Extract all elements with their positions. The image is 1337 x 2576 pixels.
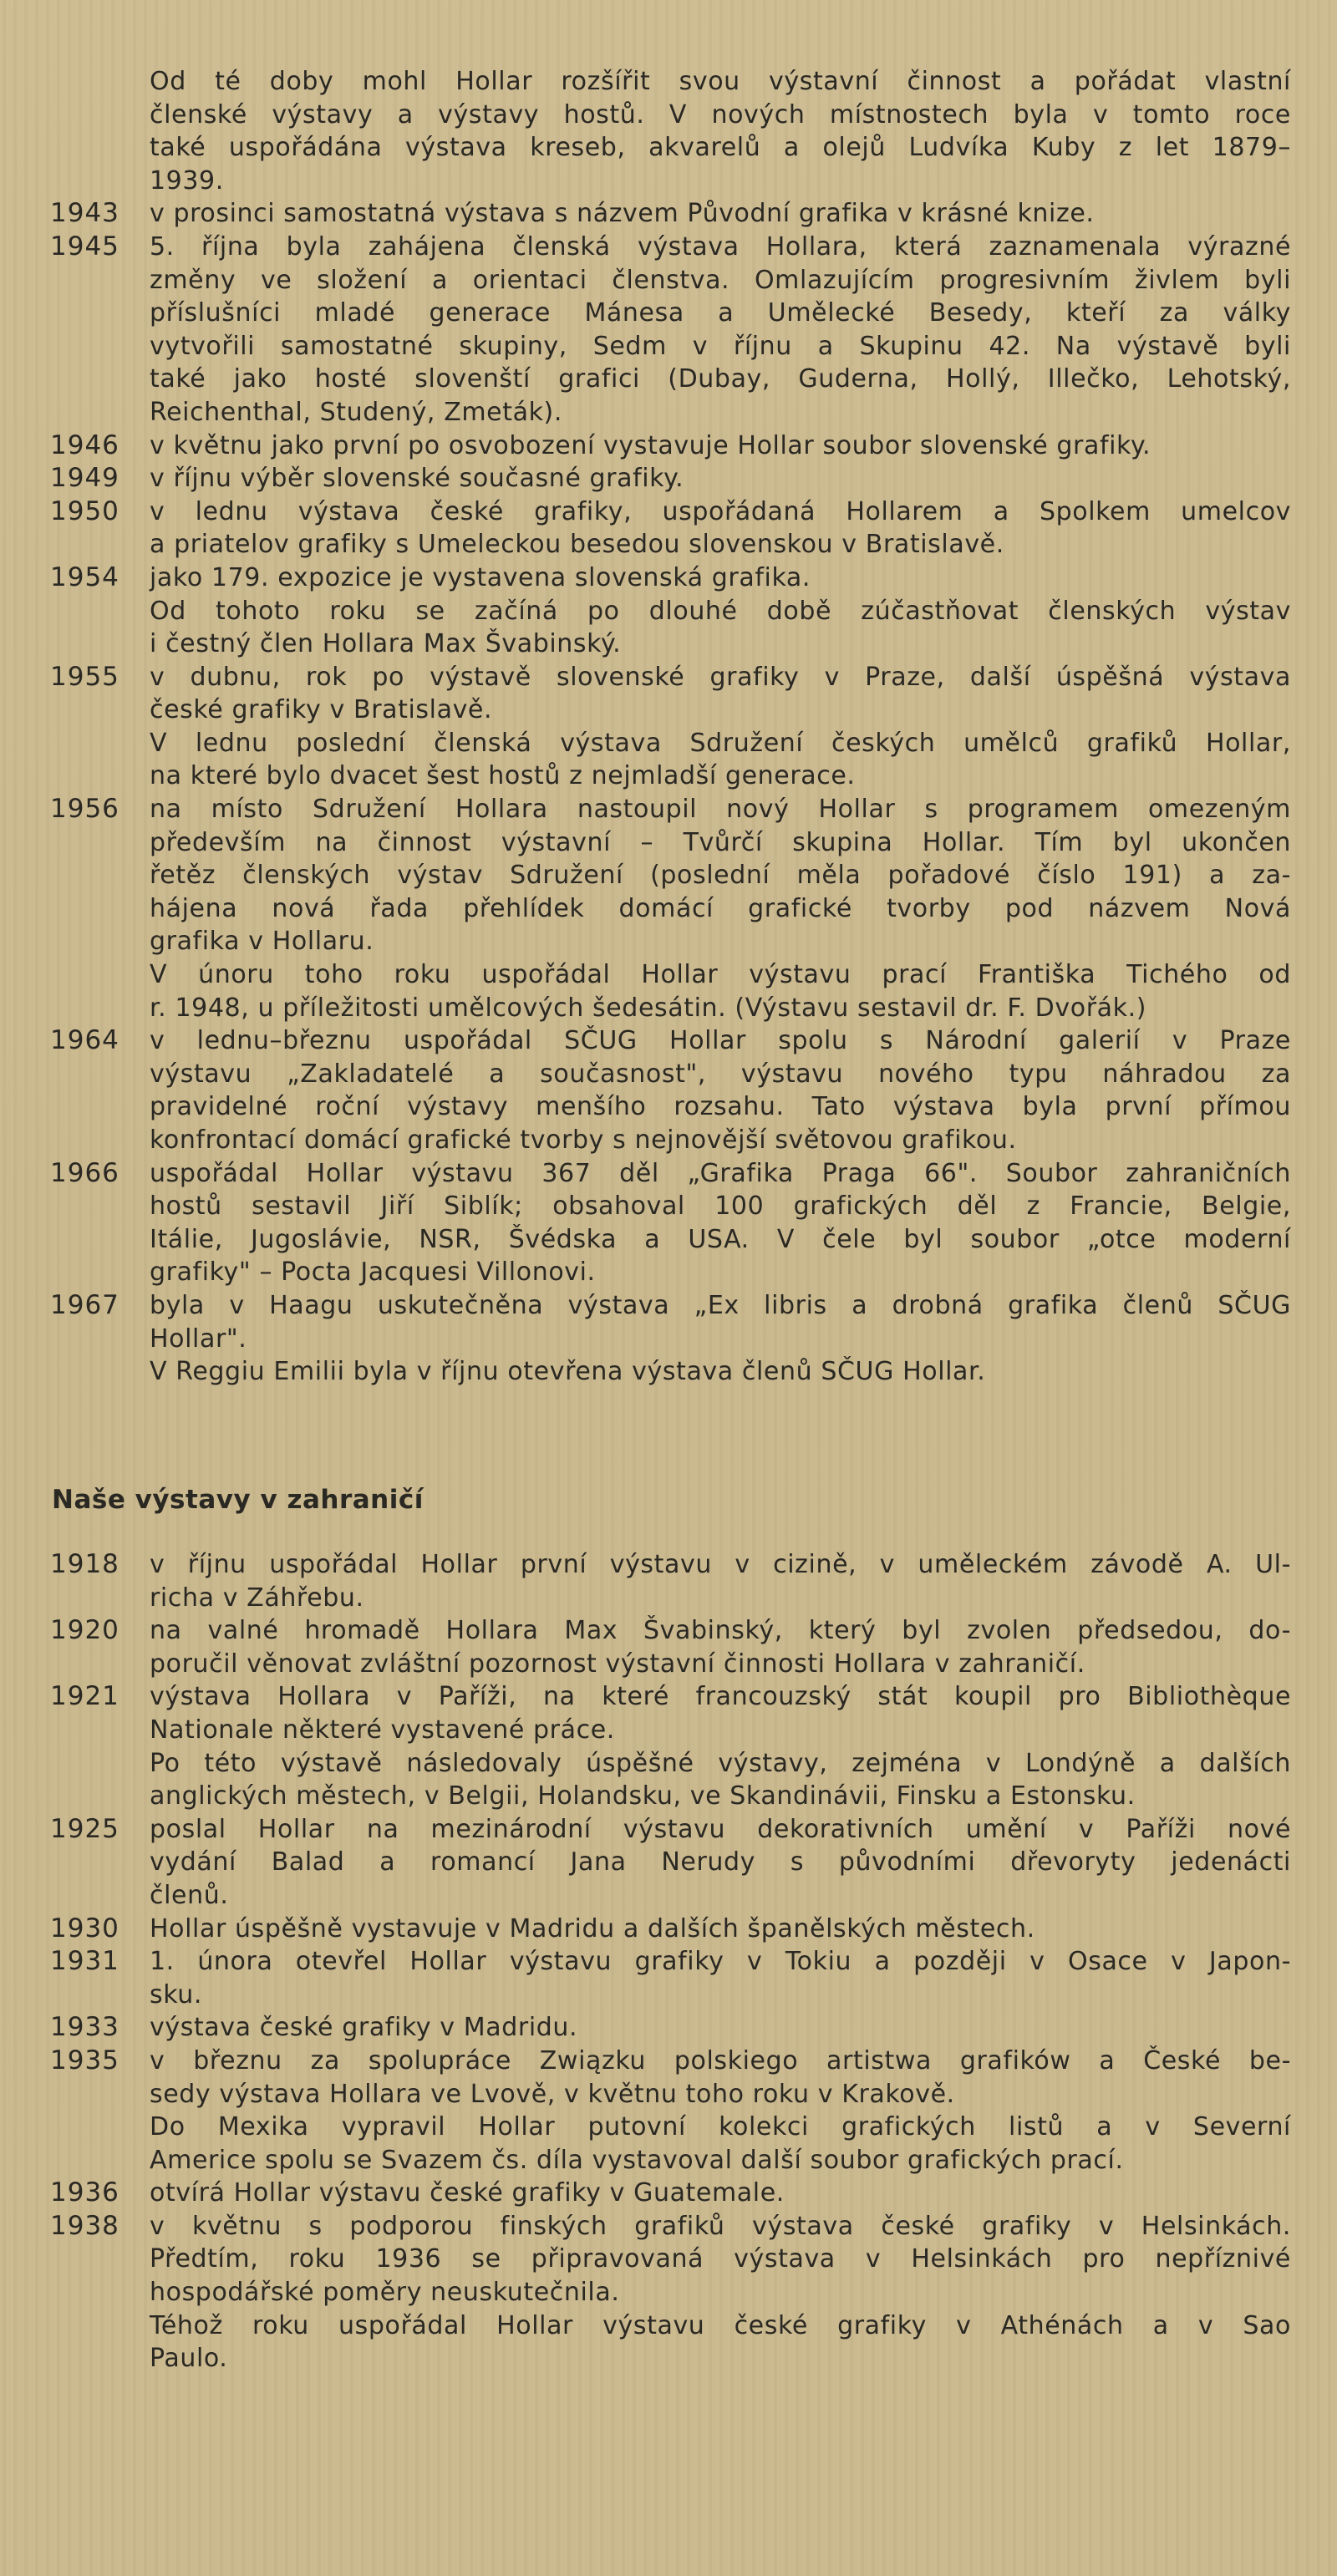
text-line: Předtím, roku 1936 se připravovaná výstava v Helsinkách pro nepříznivé (150, 2244, 1291, 2274)
entry-text (150, 561, 1291, 595)
text-line: v lednu–březnu uspořádal SČUG Hollar spolu s Národní galerií v Praze (150, 1026, 1291, 1056)
text-line: Reichenthal, Studený, Zmeták). (150, 397, 562, 427)
text-line: členů. (150, 1880, 229, 1910)
entry-text (150, 727, 1291, 793)
entry-year: 1925 (50, 1813, 119, 1844)
chronology-entry (0, 1945, 1337, 2011)
entry-text (150, 2111, 1291, 2177)
entry-text (150, 958, 1291, 1024)
entry-text (150, 429, 1291, 463)
text-line: také uspořádána výstava kreseb, akvarelů a olejů Ludvíka Kuby z let 1879– (150, 133, 1291, 163)
entry-year: 1918 (50, 1549, 119, 1579)
chronology-entry (0, 2210, 1337, 2309)
chronology-entry (0, 793, 1337, 958)
chronology-entry (0, 2111, 1337, 2177)
entry-year: 1931 (50, 1946, 119, 1977)
entry-text (150, 231, 1291, 429)
entry-text (150, 2210, 1291, 2309)
text-line: v lednu výstava české grafiky, uspořádaná Hollarem a Spolkem umelcov (150, 496, 1291, 526)
entry-year: 1949 (50, 463, 119, 494)
chronology-entry (0, 2045, 1337, 2111)
text-line: řetěz členských výstav Sdružení (poslední měla pořadové číslo 191) a za- (150, 861, 1291, 891)
text-line: grafiky" – Pocta Jacquesi Villonovi. (150, 1258, 596, 1288)
chronology-entry (0, 429, 1337, 463)
chronology-entry (0, 1024, 1337, 1156)
text-line: pravidelné roční výstavy menšího rozsahu. Tato výstava byla první přímou (150, 1092, 1291, 1122)
text-line: konfrontací domácí grafické tvorby s nejnovější světovou grafikou. (150, 1125, 1017, 1155)
chronology-entry (0, 231, 1337, 429)
text-line: vytvořili samostatné skupiny, Sedm v říjnu a Skupinu 42. Na výstavě byli (150, 331, 1291, 361)
text-line: sedy výstava Hollara ve Lvově, v květnu toho roku v Krakově. (150, 2079, 955, 2109)
entry-text (150, 793, 1291, 958)
text-line: členské výstavy a výstavy hostů. V nových místnostech byla v tomto roce (150, 99, 1291, 130)
text-line: na které bylo dvacet šest hostů z nejmladší generace. (150, 761, 856, 791)
text-line: výstava Hollara v Paříži, na které francouzský stát koupil pro Bibliothèque (150, 1682, 1291, 1712)
text-line: richa v Záhřebu. (150, 1583, 364, 1613)
entry-text (150, 1355, 1291, 1389)
text-line: otvírá Hollar výstavu české grafiky v Guatemale. (150, 2178, 785, 2208)
text-line: v květnu s podporou finských grafiků výstava české grafiky v Helsinkách. (150, 2211, 1291, 2241)
text-line: poslal Hollar na mezinárodní výstavu dekorativních umění v Paříži nové (150, 1814, 1291, 1844)
entry-text (150, 495, 1291, 561)
chronology-entry (0, 1680, 1337, 1746)
text-line: a priatelov grafiky s Umeleckou besedou slovenskou v Bratislavě. (150, 530, 1004, 560)
entry-text (150, 1614, 1291, 1680)
text-line: anglických městech, v Belgii, Holandsku, ve Skandinávii, Finsku a Estonsku. (150, 1781, 1136, 1811)
chronology-entry (0, 1813, 1337, 1913)
text-line: V lednu poslední členská výstava Sdružení českých umělců grafiků Hollar, (150, 728, 1291, 758)
text-line: Téhož roku uspořádal Hollar výstavu české grafiky v Athénách a v Sao (150, 2310, 1291, 2340)
text-line: vydání Balad a romancí Jana Nerudy s původními dřevoryty jedenácti (150, 1847, 1291, 1877)
entry-year: 1956 (50, 794, 119, 825)
chronology-entry (0, 197, 1337, 231)
text-line: 1. února otevřel Hollar výstavu grafiky v Tokiu a později v Osace v Japon- (150, 1947, 1291, 1977)
entry-text (150, 2309, 1291, 2375)
entry-year: 1964 (50, 1025, 119, 1056)
entry-text (150, 462, 1291, 495)
entry-text (150, 1913, 1291, 1946)
entry-year: 1936 (50, 2177, 119, 2208)
entry-year: 1946 (50, 429, 119, 460)
entry-text (150, 2045, 1291, 2111)
chronology-entry (0, 2309, 1337, 2375)
entry-year: 1943 (50, 198, 119, 229)
text-line: Hollar úspěšně vystavuje v Madridu a dalších španělských městech. (150, 1913, 1035, 1943)
entry-text (150, 1747, 1291, 1813)
chronology-entry (0, 595, 1337, 661)
chronology-section-domestic (0, 65, 1337, 1389)
chronology-entry (0, 561, 1337, 595)
text-line: také jako hosté slovenští grafici (Dubay, Guderna, Hollý, Illečko, Lehotský, (150, 364, 1291, 394)
text-line: jako 179. expozice je vystavena slovenská grafika. (150, 562, 811, 592)
text-line: v říjnu uspořádal Hollar první výstavu v cizině, v uměleckém závodě A. Ul- (150, 1550, 1291, 1579)
text-line: poručil věnovat zvláštní pozornost výstavní činnosti Hollara v zahraničí. (150, 1649, 1085, 1679)
entry-year: 1967 (50, 1289, 119, 1320)
entry-year: 1930 (50, 1913, 119, 1943)
text-line: Hollar". (150, 1324, 247, 1354)
text-line: grafika v Hollaru. (150, 927, 374, 957)
entry-year: 1938 (50, 2210, 119, 2241)
entry-text (150, 595, 1291, 661)
entry-text (150, 1680, 1291, 1746)
entry-text (150, 197, 1291, 231)
chronology-entry (0, 495, 1337, 561)
chronology-entry (0, 1289, 1337, 1355)
entry-text (150, 2011, 1291, 2045)
text-line: Itálie, Jugoslávie, NSR, Švédska a USA. V čele byl soubor „otce moderní (150, 1224, 1291, 1254)
chronology-entry (0, 958, 1337, 1024)
text-line: na valné hromadě Hollara Max Švabinský, který byl zvolen předsedou, do- (150, 1616, 1291, 1646)
chronology-entry (0, 2177, 1337, 2210)
text-line: Americe spolu se Svazem čs. díla vystavoval další soubor grafických prací. (150, 2145, 1124, 2175)
text-line: V únoru toho roku uspořádal Hollar výstavu prací Františka Tichého od (150, 960, 1291, 990)
entry-year: 1945 (50, 231, 119, 262)
text-line: v dubnu, rok po výstavě slovenské grafiky v Praze, další úspěšná výstava (150, 662, 1291, 692)
entry-text (150, 1024, 1291, 1156)
chronology-entry (0, 661, 1337, 727)
entry-year: 1935 (50, 2045, 119, 2076)
entry-year: 1921 (50, 1681, 119, 1712)
text-line: sku. (150, 1979, 203, 2009)
text-line: uspořádal Hollar výstavu 367 děl „Grafika Praga 66". Soubor zahraničních (150, 1158, 1291, 1188)
text-line: především na činnost výstavní – Tvůrčí skupina Hollar. Tím byl ukončen (150, 827, 1291, 857)
entry-text (150, 1157, 1291, 1289)
entry-year: 1954 (50, 561, 119, 592)
text-line: byla v Haagu uskutečněna výstava „Ex libris a drobná grafika členů SČUG (150, 1290, 1291, 1320)
text-line: Do Mexika vypravil Hollar putovní kolekci grafických listů a v Severní (150, 2112, 1291, 2142)
text-line: Od té doby mohl Hollar rozšířit svou výstavní činnost a pořádat vlastní (150, 67, 1291, 96)
entry-year: 1950 (50, 495, 119, 526)
text-line: 1939. (150, 165, 224, 196)
chronology-entry (0, 1747, 1337, 1813)
text-line: v květnu jako první po osvobození vystavuje Hollar soubor slovenské grafiky. (150, 430, 1151, 460)
text-line: V Reggiu Emilii byla v říjnu otevřena výstava členů SČUG Hollar. (150, 1357, 986, 1387)
text-line: Po této výstavě následovaly úspěšné výstavy, zejména v Londýně a dalších (150, 1748, 1291, 1778)
chronology-section-abroad (0, 1548, 1337, 2375)
chronology-entry (0, 1157, 1337, 1289)
text-line: výstavu „Zakladatelé a současnost", výstavu nového typu náhradou za (150, 1059, 1291, 1089)
text-line: Paulo. (150, 2344, 228, 2374)
entry-text (150, 1548, 1291, 1614)
entry-year: 1920 (50, 1615, 119, 1646)
text-line: výstava české grafiky v Madridu. (150, 2013, 578, 2043)
chronology-entry (0, 727, 1337, 793)
chronology-entry (0, 462, 1337, 495)
text-line: v prosinci samostatná výstava s názvem Původní grafika v krásné knize. (150, 199, 1095, 229)
text-line: příslušníci mladé generace Mánesa a Umělecké Besedy, kteří za války (150, 298, 1291, 328)
text-line: 5. října byla zahájena členská výstava Hollara, která zaznamenala výrazné (150, 231, 1291, 262)
chronology-entry (0, 2011, 1337, 2045)
text-line: hájena nová řada přehlídek domácí grafické tvorby pod názvem Nová (150, 893, 1291, 923)
entry-year: 1966 (50, 1157, 119, 1188)
text-line: i čestný člen Hollara Max Švabinský. (150, 629, 622, 659)
entry-text (150, 1945, 1291, 2011)
entry-text (150, 1813, 1291, 1913)
chronology-entry (0, 65, 1337, 197)
chronology-entry (0, 1614, 1337, 1680)
text-line: Od tohoto roku se začíná po dlouhé době zúčastňovat členských výstav (150, 596, 1291, 626)
chronology-entry (0, 1355, 1337, 1389)
entry-year: 1955 (50, 661, 119, 692)
text-line: hostů sestavil Jiří Siblík; obsahoval 100 grafických děl z Francie, Belgie, (150, 1191, 1291, 1222)
entry-year: 1933 (50, 2012, 119, 2043)
section-heading-abroad: Naše výstavy v zahraničí (52, 1485, 424, 1515)
text-line: Nationale některé vystavené práce. (150, 1715, 615, 1745)
chronology-entry (0, 1548, 1337, 1614)
chronology-entry (0, 1913, 1337, 1946)
text-line: hospodářské poměry neuskutečnila. (150, 2278, 620, 2308)
text-line: změny ve složení a orientaci členstva. Omlazujícím progresivním živlem byli (150, 265, 1291, 295)
text-line: v březnu za spolupráce Związku polskiego artistwa grafików a České be- (150, 2045, 1291, 2076)
text-line: na místo Sdružení Hollara nastoupil nový Hollar s programem omezeným (150, 795, 1291, 825)
text-line: české grafiky v Bratislavě. (150, 695, 493, 725)
entry-text (150, 661, 1291, 727)
entry-text (150, 1289, 1291, 1355)
entry-text (150, 2177, 1291, 2210)
text-line: v říjnu výběr slovenské současné grafiky. (150, 464, 684, 494)
entry-text (150, 65, 1291, 197)
text-line: r. 1948, u příležitosti umělcových šedesátin. (Výstavu sestavil dr. F. Dvořák.) (150, 993, 1147, 1023)
